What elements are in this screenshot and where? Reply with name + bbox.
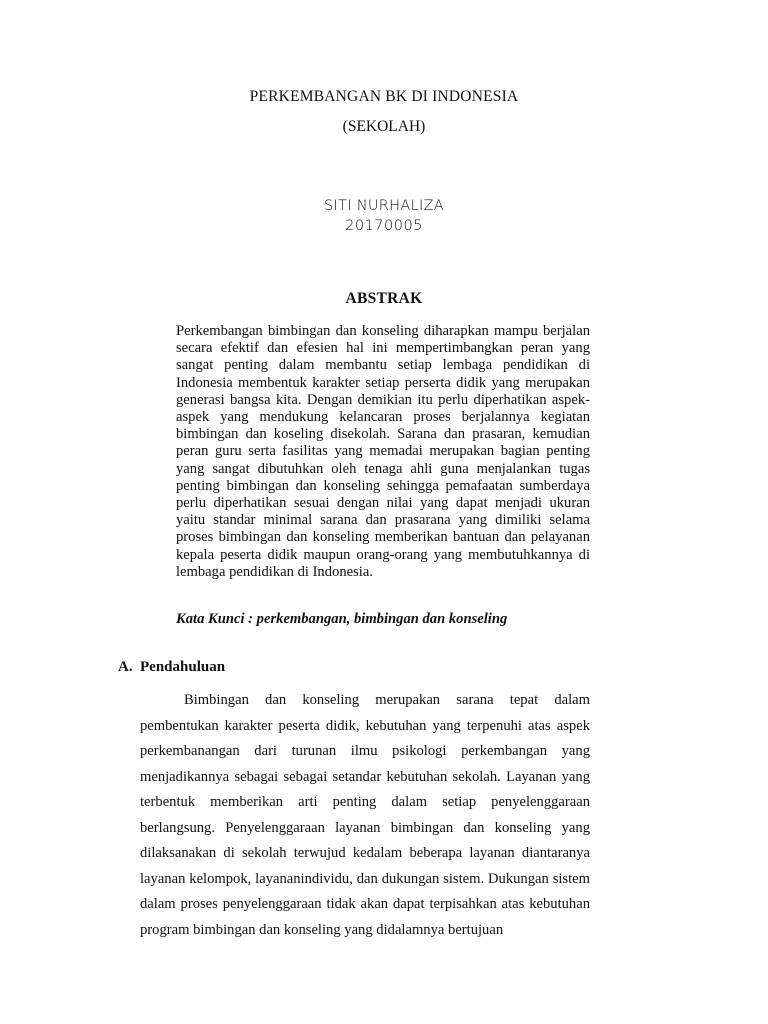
section-body <box>140 688 590 943</box>
keywords: Kata Kunci : perkembangan, bimbingan dan konseling <box>176 611 508 627</box>
author-name: SITI NURHALIZA <box>324 198 444 214</box>
section-number: A. <box>118 659 133 675</box>
section-body-text: Bimbingan dan konseling merupakan sarana tepat dalam pembentukan karakter peserta didik, kebutuhan yang terpenuhi atas aspek perkembanangan dari turunan ilmu psikologi perkembangan yang menjadikannya sebagai sebagai setandar kebutuhan sekolah. Layanan yang terbentuk memberikan arti penting dalam setiap penyelenggaraan berlangsung. Penyelenggaraan layanan bimbingan dan konseling yang dilaksanakan di sekolah terwujud kedalam beberapa layanan diantaranya layanan kelompok, layananindividu, dan dukungan sistem. Dukungan sistem dalam proses penyelenggaraan tidak akan dapat terpisahkan atas kebutuhan program bimbingan dan konseling yang didalamnya bertujuan <box>140 692 590 938</box>
document-subtitle: (SEKOLAH) <box>342 118 426 135</box>
abstract-heading: ABSTRAK <box>345 290 423 307</box>
abstract-text: Perkembangan bimbingan dan konseling diharapkan mampu berjalan secara efektif dan efesien hal ini mempertimbangkan peran yang sangat penting dalam membantu setiap lembaga pendidikan di Indonesia membentuk karakter setiap perserta didik yang merupakan generasi bangsa kita. Dengan demikian itu perlu diperhatikan aspek-aspek yang mendukung kelancaran proses berjalannya kegiatan bimbingan dan koseling disekolah. Sarana dan prasaran, kemudian peran guru serta fasilitas yang memadai merupakan bagian penting yang sangat dibutuhkan oleh tenaga ahli guna menjalankan tugas penting bimbingan dan konseling sehingga pemafaatan sumberdaya perlu diperhatikan sesuai dengan nilai yang dapat menjadi ukuran yaitu standar minimal sarana dan prasarana yang dimiliki selama proses bimbingan dan konseling memberikan bantuan dan pelayanan kepala peserta didik maupun orang-orang yang membutuhkannya di lembaga pendidikan di Indonesia. <box>176 323 590 580</box>
student-id: 20170005 <box>345 218 423 234</box>
section-title: Pendahuluan <box>140 659 226 675</box>
section-heading <box>118 659 225 676</box>
document-title: PERKEMBANGAN BK DI INDONESIA <box>249 88 519 105</box>
